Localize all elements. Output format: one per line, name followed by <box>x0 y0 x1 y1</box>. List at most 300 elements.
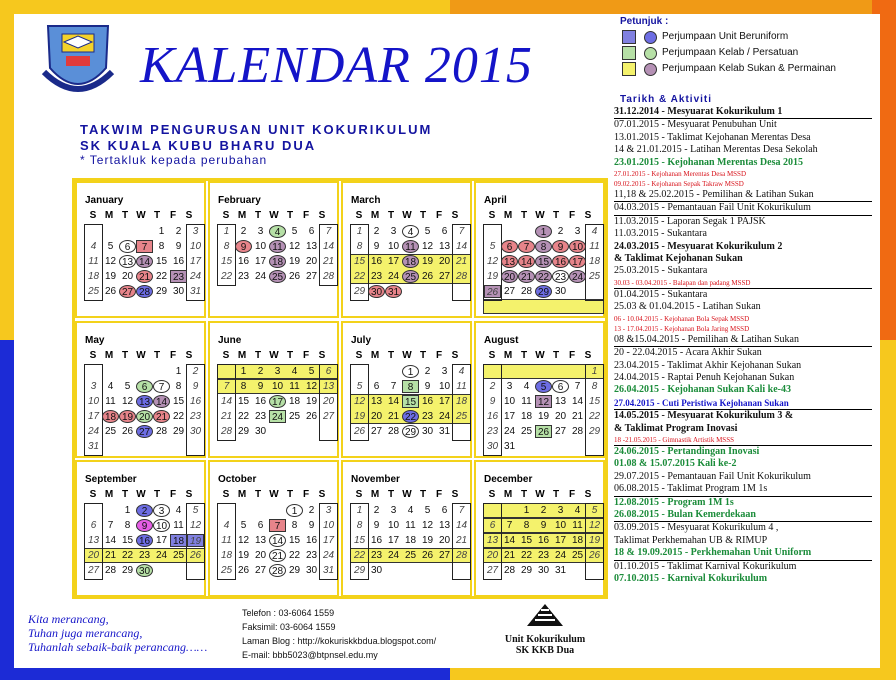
day-cell: 6 <box>308 226 315 237</box>
day-cell: 19 <box>305 396 318 407</box>
day-cell: 24 <box>254 271 267 282</box>
month-december <box>474 460 605 597</box>
day-cell: 16 <box>136 534 153 547</box>
calendar-grid <box>72 178 608 599</box>
weekday-header <box>484 350 596 361</box>
day-cell: 5 <box>535 380 552 393</box>
activity-item: 29.07.2015 - Pemantauan Fail Unit Kokurikulum <box>614 470 811 482</box>
day-cell: 16 <box>370 256 383 267</box>
day-cell: 14 <box>387 396 400 407</box>
weekday-label: T <box>153 489 161 500</box>
day-cell: 28 <box>269 564 286 577</box>
activity-item: & Taklimat Kejohanan Sukan <box>614 253 743 265</box>
weekday-label: W <box>136 489 146 500</box>
day-cell: 2 <box>373 505 380 516</box>
activity-item: 01.10.2015 - Taklimat Karnival Kokurikulum <box>614 560 797 572</box>
month-may <box>75 321 206 458</box>
day-cell: 23 <box>370 271 383 282</box>
day-cell: 23 <box>486 426 499 437</box>
weekday-label: M <box>104 350 114 361</box>
day-cell: 18 <box>102 410 119 423</box>
day-cell: 24 <box>387 550 400 561</box>
day-cell: 10 <box>254 241 267 252</box>
weekday-label: S <box>222 350 230 361</box>
weekday-label: S <box>488 489 496 500</box>
day-cell: 30 <box>305 565 318 576</box>
day-cell: 31 <box>438 426 451 437</box>
day-cell: 12 <box>288 241 301 252</box>
day-cell: 29 <box>172 426 185 437</box>
weekday-label: F <box>169 350 177 361</box>
unit-emblem-icon <box>525 602 565 628</box>
activity-item: 24.03.2015 - Mesyuarat Kokurikulum 2 <box>614 240 783 252</box>
day-cell: 30 <box>486 441 499 452</box>
day-cell: 19 <box>187 534 204 547</box>
day-cell: 14 <box>518 255 535 268</box>
activity-item: 14 & 21.01.2015 - Latihan Merentas Desa Sekolah <box>614 144 818 156</box>
weekday-label: M <box>237 350 247 361</box>
weekday-label: T <box>286 350 294 361</box>
day-cell: 3 <box>274 366 281 377</box>
month-september <box>75 460 206 597</box>
weekday-label: F <box>169 489 177 500</box>
day-cell: 1 <box>240 366 247 377</box>
day-cell: 9 <box>489 396 496 407</box>
month-march <box>341 181 472 318</box>
month-november <box>341 460 472 597</box>
day-cell: 23 <box>421 411 434 422</box>
day-cell: 26 <box>305 411 318 422</box>
weekday-label: T <box>387 210 395 221</box>
day-cell: 17 <box>503 411 516 422</box>
day-cell: 12 <box>486 256 499 267</box>
activity-item: 27.01.2015 - Kejohanan Merentas Desa MSSD <box>614 170 747 179</box>
weekday-label: F <box>435 210 443 221</box>
day-cell: 25 <box>455 411 468 422</box>
day-cell: 27 <box>438 550 451 561</box>
day-cell: 4 <box>223 520 230 531</box>
day-cell: 11 <box>105 396 116 407</box>
day-cell: 16 <box>172 256 185 267</box>
day-cell: 14 <box>269 534 286 547</box>
day-cell: 7 <box>325 226 332 237</box>
day-cell: 11 <box>572 520 583 531</box>
day-cell: 2 <box>308 505 315 516</box>
day-cell: 27 <box>370 426 383 437</box>
activity-item: 01.04.2015 - Sukantara <box>614 288 708 300</box>
day-cell: 1 <box>356 226 363 237</box>
day-cell: 3 <box>257 226 264 237</box>
weekday-label: S <box>185 350 193 361</box>
unit-name: Unit Kokurikulum <box>504 634 586 645</box>
day-cell: 26 <box>588 550 601 561</box>
day-cell: 26 <box>353 426 366 437</box>
day-cell: 8 <box>591 381 598 392</box>
day-cell: 2 <box>136 504 153 517</box>
weekday-label: T <box>387 350 395 361</box>
day-cell: 14 <box>503 535 516 546</box>
day-cell: 18 <box>170 534 187 547</box>
day-cell: 26 <box>421 550 434 561</box>
weekday-label: S <box>488 350 496 361</box>
day-cell: 31 <box>322 565 335 576</box>
day-cell: 15 <box>121 535 134 546</box>
day-cell: 11 <box>289 381 300 392</box>
contact-blog[interactable]: Laman Blog : http://kokuriskkbdua.blogspot.com/ <box>242 636 437 646</box>
day-cell: 7 <box>136 240 153 253</box>
weekday-header <box>351 489 463 500</box>
day-cell: 18 <box>588 256 601 267</box>
activity-item: 04.03.2015 - Pemantauan Fail Unit Kokurikulum <box>614 202 872 215</box>
day-cell: 21 <box>322 256 335 267</box>
day-cell: 15 <box>220 256 233 267</box>
month-name: July <box>351 335 372 346</box>
day-cell: 20 <box>438 256 451 267</box>
day-cell: 21 <box>136 270 153 283</box>
day-cell: 3 <box>574 226 581 237</box>
day-cell: 8 <box>124 520 131 531</box>
contact-email[interactable]: E-mail: bbb5023@btpnsel.edu.my <box>242 650 378 660</box>
day-cell: 27 <box>119 285 136 298</box>
activity-item: 14.05.2015 - Mesyuarat Kokurikulum 3 & <box>614 410 794 422</box>
month-july <box>341 321 472 458</box>
month-name: October <box>218 474 257 485</box>
weekday-label: F <box>302 210 310 221</box>
weekday-label: S <box>488 210 496 221</box>
day-cell: 6 <box>257 520 264 531</box>
day-cell: 27 <box>254 565 267 576</box>
day-cell: 2 <box>373 226 380 237</box>
activities-list <box>614 106 872 585</box>
day-cell: 16 <box>552 255 569 268</box>
day-cell: 6 <box>489 520 496 531</box>
day-cell: 13 <box>136 395 153 408</box>
day-cell: 27 <box>305 271 318 282</box>
day-cell: 6 <box>441 505 448 516</box>
day-cell: 9 <box>175 241 182 252</box>
day-cell: 14 <box>455 241 468 252</box>
day-cell: 31 <box>503 441 516 452</box>
day-cell: 22 <box>353 550 366 561</box>
day-cell: 18 <box>269 255 286 268</box>
day-cell: 10 <box>387 520 400 531</box>
day-cell: 24 <box>322 550 335 561</box>
activity-item: 23.01.2015 - Kejohanan Merentas Desa 2015 <box>614 156 803 168</box>
activity-item: 11.03.2015 - Sukantara <box>614 228 707 240</box>
activity-item: 06 - 10.04.2015 - Kejohanan Bola Sepak MSSD <box>614 314 750 323</box>
day-cell: 13 <box>87 535 100 546</box>
motto-line: Kita merancang, <box>28 612 109 626</box>
day-cell: 18 <box>87 271 100 282</box>
day-cell: 22 <box>121 550 134 561</box>
activity-item: 07.01.2015 - Mesyuarat Penubuhan Unit <box>614 119 777 131</box>
day-cell: 2 <box>557 226 564 237</box>
month-name: August <box>484 335 519 346</box>
day-cell: 16 <box>370 535 383 546</box>
activity-item: 20 - 22.04.2015 - Acara Akhir Sukan <box>614 347 762 359</box>
day-cell: 16 <box>189 396 202 407</box>
month-name: January <box>85 195 124 206</box>
day-cell: 13 <box>322 381 335 392</box>
day-cell: 20 <box>486 550 499 561</box>
day-cell: 8 <box>356 241 363 252</box>
subtitle-note: * Tertakluk kepada perubahan <box>80 153 268 167</box>
day-cell: 27 <box>438 271 451 282</box>
day-cell: 11 <box>456 381 467 392</box>
day-cell: 18 <box>220 550 233 561</box>
day-cell: 23 <box>170 270 187 283</box>
motto-line: Tuhan juga merancang, <box>28 626 143 640</box>
weekday-label: S <box>318 210 326 221</box>
weekday-label: F <box>435 489 443 500</box>
day-cell: 17 <box>269 395 286 408</box>
day-cell: 12 <box>421 241 434 252</box>
day-cell: 13 <box>119 255 136 268</box>
day-cell: 1 <box>402 365 419 378</box>
day-cell: 3 <box>390 505 397 516</box>
day-cell: 9 <box>552 240 569 253</box>
day-cell: 5 <box>107 241 114 252</box>
day-cell: 15 <box>288 535 301 546</box>
day-cell: 1 <box>523 505 530 516</box>
day-cell: 10 <box>271 381 284 392</box>
day-cell: 25 <box>269 270 286 283</box>
legend-circle-green-icon <box>644 47 657 60</box>
day-cell: 8 <box>158 241 165 252</box>
activity-item: 27.04.2015 - Cuti Peristiwa Kejohanan Sukan <box>614 397 872 410</box>
day-cell: 22 <box>520 550 533 561</box>
day-cell: 6 <box>501 240 518 253</box>
day-cell: 28 <box>571 426 584 437</box>
day-cell: 31 <box>554 565 567 576</box>
day-cell: 17 <box>569 255 586 268</box>
day-cell: 17 <box>155 535 168 546</box>
day-cell: 1 <box>223 226 230 237</box>
day-cell: 18 <box>288 396 301 407</box>
day-cell: 7 <box>506 520 513 531</box>
day-cell: 21 <box>269 549 286 562</box>
activity-item: 12.08.2015 - Program 1M 1s <box>614 496 734 508</box>
day-cell: 15 <box>535 255 552 268</box>
day-cell: 5 <box>291 226 298 237</box>
weekday-label: S <box>222 210 230 221</box>
weekday-label: S <box>355 350 363 361</box>
day-cell: 17 <box>189 256 202 267</box>
weekday-label: T <box>121 489 129 500</box>
day-cell: 8 <box>223 241 230 252</box>
day-cell: 24 <box>155 550 168 561</box>
day-cell: 25 <box>172 550 185 561</box>
weekday-header <box>218 350 330 361</box>
weekday-header <box>218 489 330 500</box>
day-cell: 6 <box>373 381 380 392</box>
activities-title: Tarikh & Aktiviti <box>620 94 713 105</box>
day-cell: 19 <box>288 256 301 267</box>
day-cell: 9 <box>136 519 153 532</box>
legend-circle-purple-icon <box>644 63 657 76</box>
activity-item: 06.08.2015 - Taklimat Program 1M 1s <box>614 483 872 496</box>
day-cell: 27 <box>322 411 335 422</box>
day-cell: 25 <box>104 426 117 437</box>
day-cell: 17 <box>254 256 267 267</box>
day-cell: 26 <box>189 550 202 561</box>
weekday-label: S <box>451 210 459 221</box>
day-cell: 13 <box>554 396 567 407</box>
subtitle-unit: TAKWIM PENGURUSAN UNIT KOKURIKULUM <box>80 122 433 137</box>
weekday-label: W <box>136 210 146 221</box>
weekday-label: T <box>552 350 560 361</box>
weekday-label: F <box>435 350 443 361</box>
day-cell: 20 <box>305 256 318 267</box>
day-cell: 8 <box>240 381 247 392</box>
day-cell: 15 <box>588 396 601 407</box>
activity-item: 31.12.2014 - Mesyuarat Kokurikulum 1 <box>614 106 872 119</box>
day-cell: 16 <box>537 535 550 546</box>
day-cell: 29 <box>353 286 366 297</box>
weekday-label: W <box>535 350 545 361</box>
day-cell: 24 <box>503 426 516 437</box>
day-cell: 9 <box>373 241 380 252</box>
day-cell: 27 <box>486 565 499 576</box>
day-cell: 23 <box>370 550 383 561</box>
day-cell: 29 <box>588 426 601 437</box>
day-cell: 10 <box>569 240 586 253</box>
day-cell: 7 <box>458 226 465 237</box>
day-cell: 30 <box>368 285 385 298</box>
weekday-label: T <box>153 350 161 361</box>
day-cell: 21 <box>455 535 468 546</box>
month-january <box>75 181 206 318</box>
day-cell: 6 <box>441 226 448 237</box>
legend-square-green-icon <box>622 46 636 60</box>
weekday-header <box>85 350 197 361</box>
month-october <box>208 460 339 597</box>
day-cell: 20 <box>254 550 267 561</box>
day-cell: 3 <box>506 381 513 392</box>
activity-item: 01.08 & 15.07.2015 Kali ke-2 <box>614 458 737 470</box>
day-cell: 30 <box>136 564 153 577</box>
month-april <box>474 181 605 318</box>
month-name: May <box>85 335 105 346</box>
day-cell: 28 <box>455 271 468 282</box>
day-cell: 20 <box>370 411 383 422</box>
day-cell: 5 <box>124 381 131 392</box>
legend-square-blue-icon <box>622 30 636 44</box>
day-cell: 10 <box>503 396 516 407</box>
weekday-label: S <box>89 210 97 221</box>
day-cell: 25 <box>588 271 601 282</box>
weekday-label: T <box>520 210 528 221</box>
weekday-label: W <box>402 350 412 361</box>
day-cell: 28 <box>387 426 400 437</box>
day-cell: 15 <box>155 256 168 267</box>
contact-info <box>242 606 436 662</box>
day-cell: 29 <box>520 565 533 576</box>
day-cell: 19 <box>486 271 499 282</box>
unit-signature <box>490 602 600 656</box>
activity-item: 07.10.2015 - Karnival Kokurikulum <box>614 573 768 584</box>
weekday-header <box>85 489 197 500</box>
day-cell: 2 <box>175 226 182 237</box>
day-cell: 30 <box>554 286 567 297</box>
day-cell: 29 <box>237 426 250 437</box>
day-cell: 4 <box>175 505 182 516</box>
activity-item: 03.09.2015 - Mesyuarat Kokurikulum 4 , <box>614 522 779 534</box>
activity-item: 26.08.2015 - Bulan Kemerdekaan <box>614 509 872 522</box>
weekday-label: S <box>355 489 363 500</box>
day-cell: 9 <box>373 520 380 531</box>
day-cell: 4 <box>402 225 419 238</box>
day-cell: 26 <box>121 426 134 437</box>
month-name: December <box>484 474 533 485</box>
day-cell: 29 <box>155 286 168 297</box>
weekday-label: T <box>286 489 294 500</box>
day-cell: 30 <box>172 286 185 297</box>
day-cell: 5 <box>424 226 431 237</box>
day-cell: 16 <box>421 396 434 407</box>
day-cell: 9 <box>192 381 199 392</box>
day-cell: 14 <box>322 241 335 252</box>
day-cell: 18 <box>402 255 419 268</box>
day-cell: 7 <box>107 520 114 531</box>
day-cell: 10 <box>87 396 100 407</box>
legend-item-sports: Perjumpaan Kelab Sukan & Permainan <box>662 63 836 74</box>
day-cell: 19 <box>119 410 136 423</box>
weekday-label: M <box>237 210 247 221</box>
day-cell: 17 <box>438 396 451 407</box>
weekday-header <box>484 210 596 221</box>
day-cell: 3 <box>90 381 97 392</box>
day-cell: 29 <box>288 565 301 576</box>
day-cell: 8 <box>356 520 363 531</box>
day-cell: 10 <box>387 241 400 252</box>
day-cell: 22 <box>237 411 250 422</box>
day-cell: 29 <box>121 565 134 576</box>
day-cell: 15 <box>172 396 185 407</box>
day-cell: 15 <box>353 535 366 546</box>
day-cell: 2 <box>424 366 431 377</box>
day-cell: 18 <box>571 535 584 546</box>
day-cell: 17 <box>387 256 400 267</box>
weekday-label: M <box>237 489 247 500</box>
weekday-label: T <box>121 350 129 361</box>
weekday-label: M <box>104 489 114 500</box>
weekday-header <box>351 350 463 361</box>
weekday-label: T <box>387 489 395 500</box>
day-cell: 24 <box>269 410 286 423</box>
weekday-label: S <box>89 350 97 361</box>
weekday-label: W <box>402 210 412 221</box>
day-cell: 31 <box>189 286 202 297</box>
day-cell: 27 <box>503 286 516 297</box>
day-cell: 26 <box>535 425 552 438</box>
day-cell: 29 <box>535 285 552 298</box>
day-cell: 13 <box>305 241 318 252</box>
day-cell: 20 <box>322 396 335 407</box>
day-cell: 29 <box>402 425 419 438</box>
day-cell: 4 <box>107 381 114 392</box>
day-cell: 16 <box>486 411 499 422</box>
weekday-label: S <box>584 350 592 361</box>
day-cell: 24 <box>189 271 202 282</box>
day-cell: 10 <box>322 520 335 531</box>
weekday-label: S <box>185 210 193 221</box>
day-cell: 11 <box>88 256 99 267</box>
day-cell: 20 <box>501 270 518 283</box>
day-cell: 7 <box>153 380 170 393</box>
day-cell: 25 <box>404 550 417 561</box>
day-cell: 25 <box>571 550 584 561</box>
